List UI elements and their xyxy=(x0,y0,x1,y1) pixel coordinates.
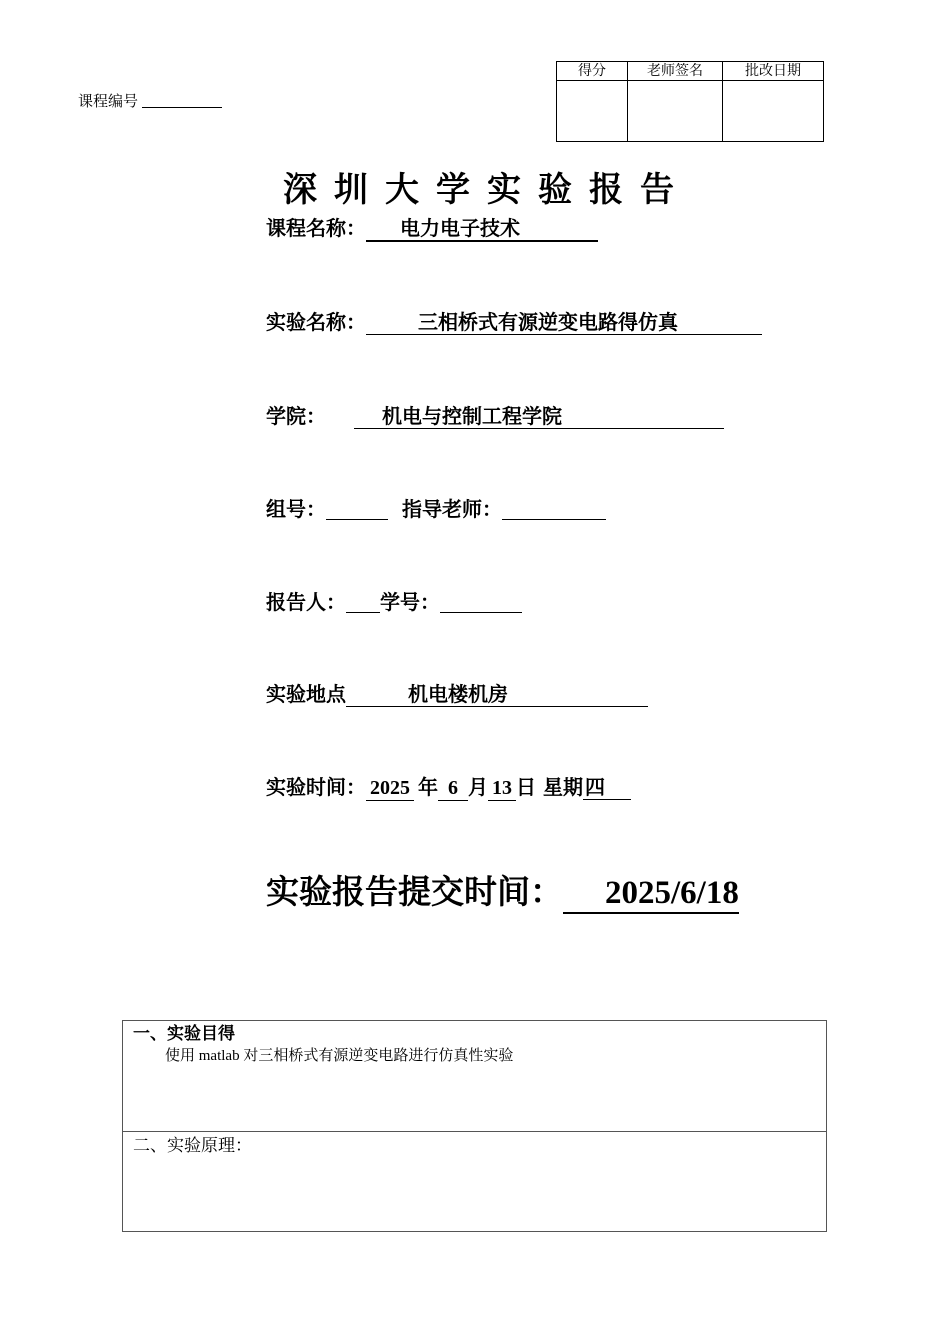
score-header: 得分 xyxy=(557,62,628,81)
student-id-label: 学号： xyxy=(380,590,440,614)
course-name-field xyxy=(266,212,598,242)
month-value[interactable]: 6 xyxy=(438,776,468,801)
submit-time xyxy=(266,866,739,914)
section-principle-title: 二、实验原理： xyxy=(133,1136,252,1156)
college-label: 学院： xyxy=(266,404,326,428)
experiment-name-value[interactable]: 三相桥式有源逆变电路得仿真 xyxy=(366,310,762,335)
day-unit: 日 星期 xyxy=(516,775,583,799)
section-purpose-title: 一、实验目得 xyxy=(133,1024,235,1044)
location-value[interactable]: 机电楼机房 xyxy=(346,682,648,707)
group-blank[interactable] xyxy=(326,497,388,520)
weekday-value[interactable]: 四 xyxy=(583,775,631,800)
course-number xyxy=(78,90,222,111)
teacher-signature-cell[interactable] xyxy=(628,81,723,142)
report-sections xyxy=(122,1020,827,1232)
time-label: 实验时间： xyxy=(266,775,366,799)
day-value[interactable]: 13 xyxy=(488,776,516,801)
location-field xyxy=(266,678,648,707)
year-value[interactable]: 2025 xyxy=(366,776,414,801)
experiment-name-field xyxy=(266,306,762,335)
reporter-label: 报告人： xyxy=(266,590,346,614)
college-value[interactable]: 机电与控制工程学院 xyxy=(354,404,724,429)
section-principle xyxy=(123,1132,826,1231)
college-field xyxy=(266,400,724,429)
score-cell[interactable] xyxy=(557,81,628,142)
group-label: 组号： xyxy=(266,497,326,521)
report-title: 深圳大学实验报告 xyxy=(283,170,691,210)
student-id-blank[interactable] xyxy=(440,590,522,613)
grading-date-header: 批改日期 xyxy=(723,62,824,81)
course-name-value[interactable]: 电力电子技术 xyxy=(366,216,598,242)
section-purpose-body[interactable]: 使用 matlab 对三相桥式有源逆变电路进行仿真性实验 xyxy=(165,1048,514,1064)
group-advisor-field xyxy=(266,493,606,522)
experiment-name-label: 实验名称： xyxy=(266,310,366,334)
advisor-label: 指导老师： xyxy=(402,497,502,521)
teacher-signature-header: 老师签名 xyxy=(628,62,723,81)
submit-time-value[interactable]: 2025/6/18 xyxy=(563,874,739,914)
year-unit: 年 xyxy=(418,775,438,799)
advisor-blank[interactable] xyxy=(502,497,606,520)
reporter-blank[interactable] xyxy=(346,590,380,613)
month-unit: 月 xyxy=(468,775,488,799)
course-number-label: 课程编号 xyxy=(78,92,139,110)
reporter-field xyxy=(266,586,522,615)
course-name-label: 课程名称： xyxy=(266,216,366,240)
grading-date-cell[interactable] xyxy=(723,81,824,142)
course-number-blank[interactable] xyxy=(142,93,222,108)
section-purpose xyxy=(123,1021,826,1132)
score-table xyxy=(556,61,824,142)
location-label: 实验地点 xyxy=(266,682,346,706)
time-field xyxy=(266,771,631,801)
submit-time-label: 实验报告提交时间： xyxy=(266,872,563,911)
